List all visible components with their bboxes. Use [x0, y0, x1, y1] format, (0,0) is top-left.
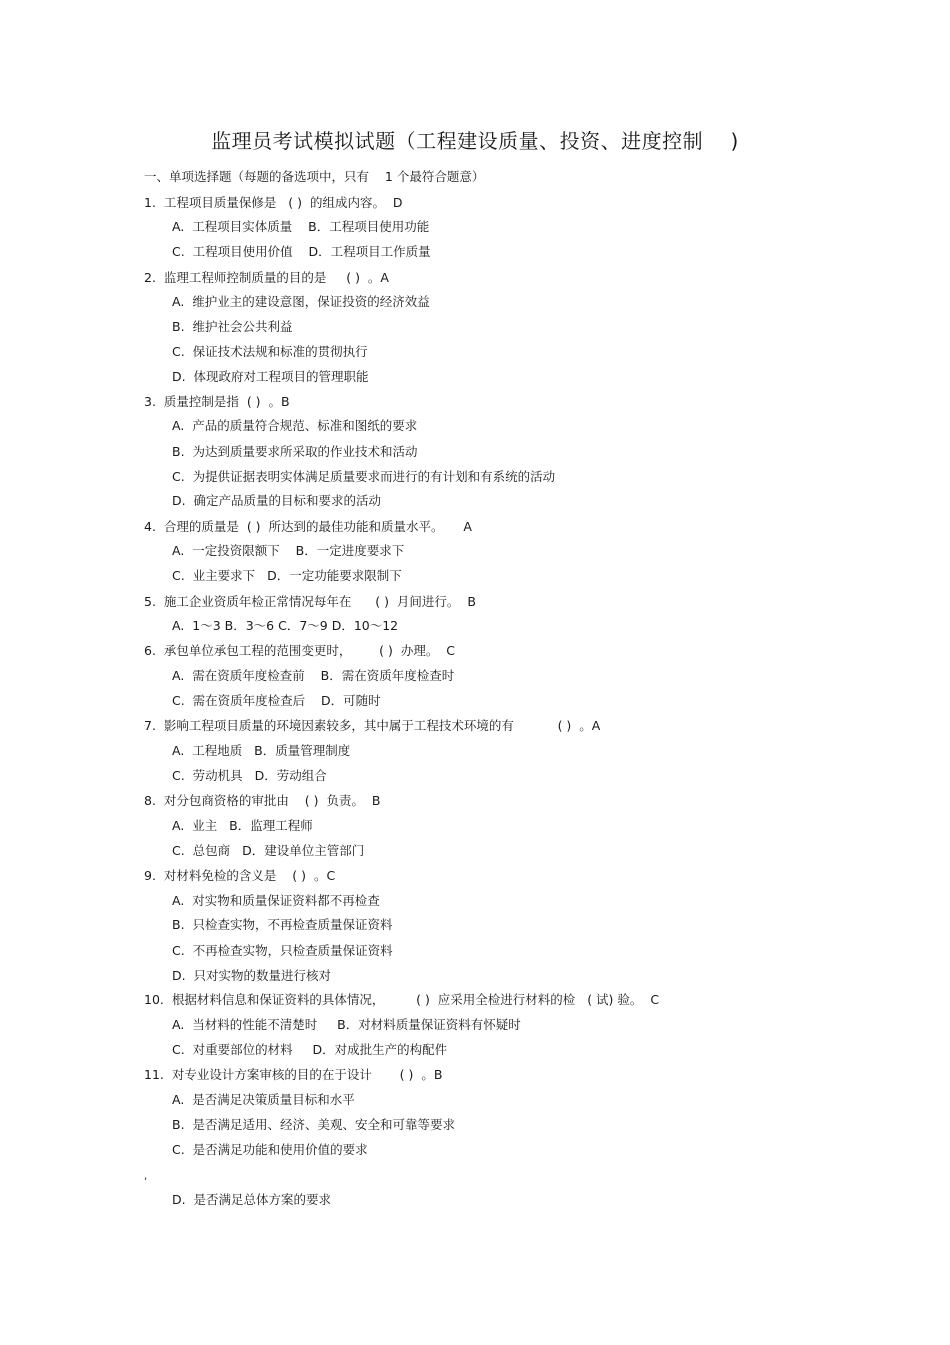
stray-mark: ,	[144, 1171, 148, 1182]
question-6-options-ab: A. 需在资质年度检查前 B．需在资质年度检查时	[172, 668, 455, 683]
section-heading: 一、单项选择题（每题的备选项中，只有 1 个最符合题意）	[144, 169, 485, 184]
question-2-option-c: C. 保证技术法规和标准的贯彻执行	[172, 344, 368, 359]
question-11-option-a: A. 是否满足决策质量目标和水平	[172, 1092, 355, 1107]
question-8: 8. 对分包商资格的审批由 ( ) 负责。 B	[144, 793, 381, 808]
question-10: 10. 根据材料信息和保证资料的具体情况， ( ) 应采用全检进行材料的检 ( 试) 验。 C	[144, 992, 660, 1007]
question-1-options-cd: C. 工程项目使用价值 D．工程项目工作质量	[172, 244, 431, 259]
question-3: 3. 质量控制是指 ( ) 。B	[144, 394, 290, 409]
question-4-options-ab: A. 一定投资限额下 B．一定进度要求下	[172, 543, 405, 558]
question-2-option-b: B. 维护社会公共利益	[172, 319, 293, 334]
question-6: 6. 承包单位承包工程的范围变更时， ( ) 办理。 C	[144, 643, 456, 658]
question-10-options-ab: A. 当材料的性能不清楚时 B．对材料质量保证资料有怀疑时	[172, 1017, 521, 1032]
question-11: 11. 对专业设计方案审核的目的在于设计 ( ) 。B	[144, 1067, 443, 1082]
question-8-options-ab: A. 业主 B．监理工程师	[172, 818, 313, 833]
question-8-options-cd: C. 总包商 D．建设单位主管部门	[172, 843, 365, 858]
question-7: 7. 影响工程项目质量的环境因素较多，其中属于工程技术环境的有 ( ) 。A	[144, 718, 601, 733]
question-7-options-cd: C. 劳动机具 D．劳动组合	[172, 768, 327, 783]
question-3-option-c: C. 为提供证据表明实体满足质量要求而进行的有计划和有系统的活动	[172, 469, 556, 484]
question-11-option-c: C. 是否满足功能和使用价值的要求	[172, 1142, 368, 1157]
question-1: 1. 工程项目质量保修是 ( ) 的组成内容。 D	[144, 195, 403, 210]
question-4-options-cd: C. 业主要求下 D．一定功能要求限制下	[172, 568, 402, 583]
question-9-option-c: C. 不再检查实物，只检查质量保证资料	[172, 943, 393, 958]
question-5: 5. 施工企业资质年检正常情况每年在 ( ) 月间进行。 B	[144, 594, 476, 609]
question-2-option-d: D. 体现政府对工程项目的管理职能	[172, 369, 369, 384]
question-9-option-a: A. 对实物和质量保证资料都不再检查	[172, 893, 380, 908]
question-10-options-cd: C. 对重要部位的材料 D．对成批生产的构配件	[172, 1042, 448, 1057]
question-2-option-a: A. 维护业主的建设意图，保证投资的经济效益	[172, 294, 430, 309]
question-3-option-a: A. 产品的质量符合规范、标准和图纸的要求	[172, 418, 418, 433]
question-2: 2. 监理工程师控制质量的目的是 ( ) 。A	[144, 270, 389, 285]
question-1-options-ab: A. 工程项目实体质量 B．工程项目使用功能	[172, 219, 430, 234]
question-7-options-ab: A. 工程地质 B．质量管理制度	[172, 743, 351, 758]
question-9: 9. 对材料免检的含义是 ( ) 。C	[144, 868, 336, 883]
page-title: 监理员考试模拟试题（工程建设质量、投资、进度控制 )	[211, 129, 739, 153]
question-6-options-cd: C. 需在资质年度检查后 D．可随时	[172, 693, 381, 708]
question-4: 4. 合理的质量是 ( ) 所达到的最佳功能和质量水平。 A	[144, 519, 472, 534]
question-11-option-d: D. 是否满足总体方案的要求	[172, 1192, 332, 1207]
question-3-option-b: B. 为达到质量要求所采取的作业技术和活动	[172, 444, 418, 459]
question-9-option-b: B. 只检查实物，不再检查质量保证资料	[172, 917, 393, 932]
question-11-option-b: B. 是否满足适用、经济、美观、安全和可靠等要求	[172, 1117, 455, 1132]
question-5-options: A. 1～3 B．3～6 C．7～9 D．10～12	[172, 618, 399, 633]
question-3-option-d: D. 确定产品质量的目标和要求的活动	[172, 493, 382, 508]
question-9-option-d: D. 只对实物的数量进行核对	[172, 968, 332, 983]
